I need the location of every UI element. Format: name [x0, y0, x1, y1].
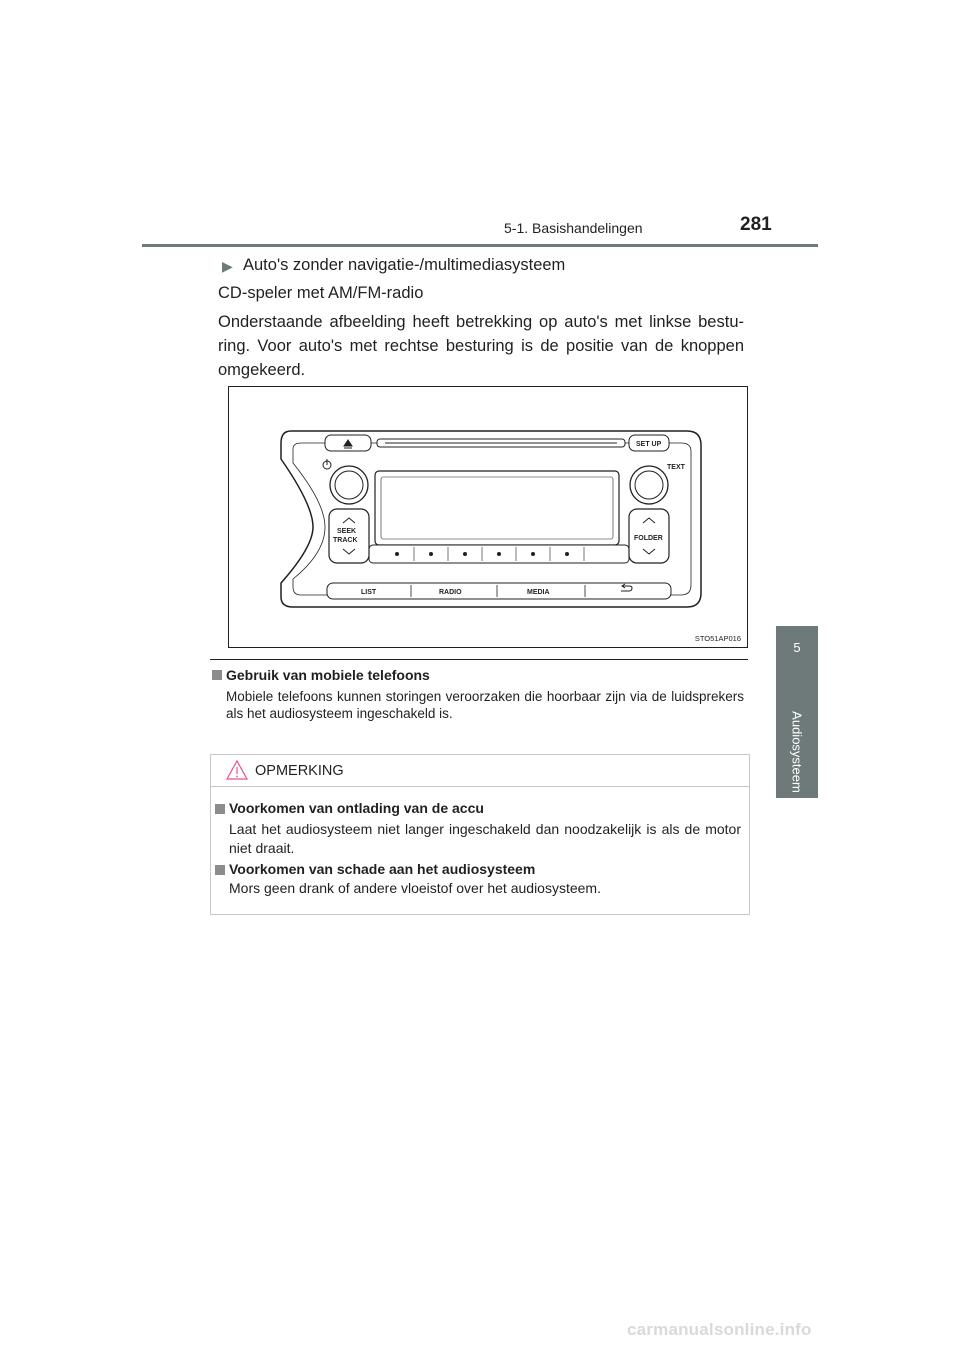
text-label: TEXT — [667, 464, 685, 471]
chapter-number: 5 — [793, 640, 801, 655]
audio-unit-illustration — [229, 387, 747, 647]
notice-item-heading: Voorkomen van ontlading van de accu — [229, 800, 484, 816]
watermark: carmanualsonline.info — [627, 1320, 812, 1339]
notice-item-heading: Voorkomen van schade aan het audiosysteem — [229, 861, 536, 877]
notice-divider — [211, 786, 749, 787]
bullet-heading: Auto's zonder navigatie-/multimediasysteem — [243, 256, 566, 274]
track-label: TRACK — [333, 537, 358, 544]
figure-code: STO51AP016 — [694, 634, 741, 643]
page-number: 281 — [740, 214, 772, 235]
notice-box — [210, 754, 750, 915]
header-rule — [142, 244, 818, 247]
notice-title: OPMERKING — [255, 763, 344, 779]
media-label: MEDIA — [527, 589, 550, 596]
square-bullet-icon — [212, 670, 222, 680]
section-body: Mobiele telefoons kunnen storingen veroorzaken die hoorbaar zijn via de luidsprekers als het audiosysteem ingeschakeld is. — [226, 689, 744, 721]
section-title: 5-1. Basishandelingen — [504, 220, 643, 236]
notice-item-body: Laat het audiosysteem niet langer ingeschakeld dan noodzakelijk is als de motor niet draait. — [229, 821, 741, 856]
warning-triangle-icon — [225, 759, 249, 781]
square-bullet-icon — [215, 804, 225, 814]
intro-paragraph: Onderstaande afbeelding heeft betrekking op auto's met linkse bestu-ring. Voor auto's met rechtse besturing is de positie van de knoppen omgekeerd. — [218, 313, 744, 379]
audio-unit-figure — [228, 386, 748, 648]
folder-label: FOLDER — [634, 535, 663, 542]
radio-label: RADIO — [439, 589, 462, 596]
chapter-label: Audiosysteem — [789, 711, 805, 793]
notice-item-body: Mors geen drank of andere vloeistof over het audiosysteem. — [229, 880, 601, 896]
setup-label: SET UP — [636, 441, 662, 448]
section-heading: Gebruik van mobiele telefoons — [226, 667, 430, 683]
triangle-bullet-icon: ▶ — [222, 258, 233, 274]
seek-label: SEEK — [337, 528, 357, 535]
list-label: LIST — [361, 589, 377, 596]
square-bullet-icon — [215, 865, 225, 875]
figure-rule — [210, 659, 748, 660]
subtitle: CD-speler met AM/FM-radio — [218, 284, 424, 302]
